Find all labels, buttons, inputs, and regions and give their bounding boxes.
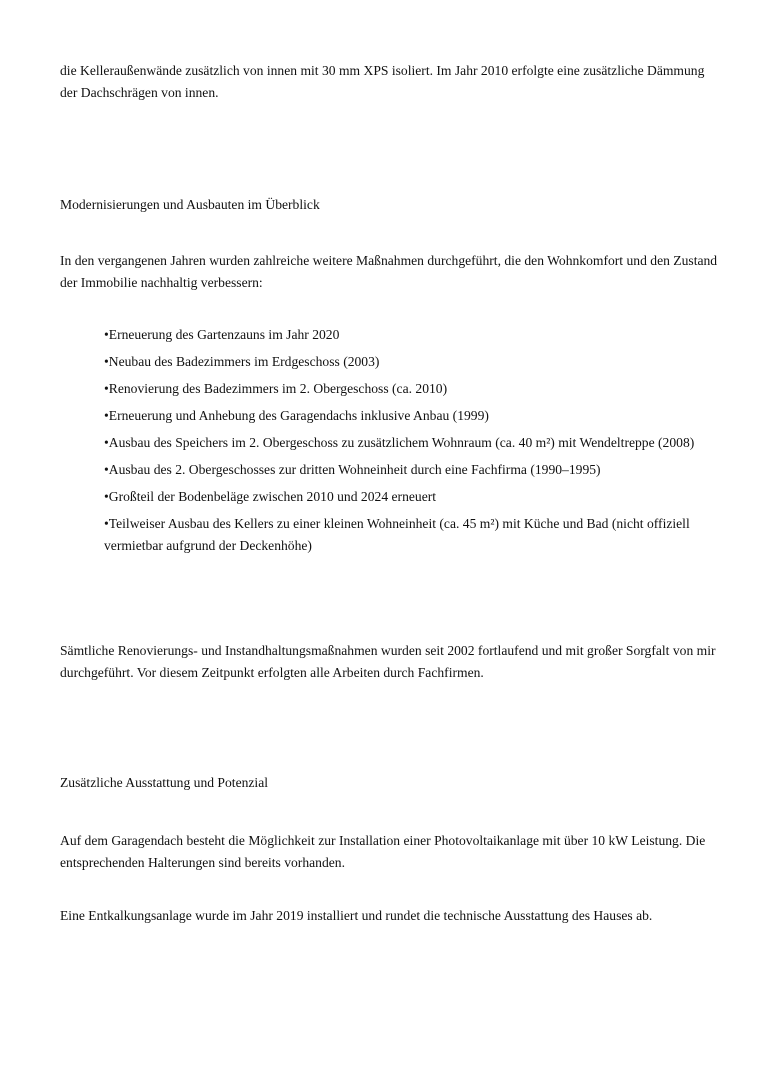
list-item: •Renovierung des Badezimmers im 2. Obergeschoss (ca. 2010) [104,381,448,396]
section1-closing-paragraph: Sämtliche Renovierungs- und Instandhaltungsmaßnahmen wurden seit 2002 fortlaufend und mit großer Sorgfalt von mir durchgeführt. Vor diesem Zeitpunkt erfolgten alle Arbeiten durch Fachfirmen. [60,643,716,680]
intro-paragraph: die Kelleraußenwände zusätzlich von innen mit 30 mm XPS isoliert. Im Jahr 2010 erfolgte eine zusätzliche Dämmung der Dachschrägen von innen. [60,63,705,100]
modernisation-list [104,324,704,556]
list-item: •Großteil der Bodenbeläge zwischen 2010 und 2024 erneuert [104,489,437,504]
section1-intro-paragraph: In den vergangenen Jahren wurden zahlreiche weitere Maßnahmen durchgeführt, die den Wohnkomfort und den Zustand der Immobilie nachhaltig verbessern: [60,253,718,290]
section-heading-modernisierungen: Modernisierungen und Ausbauten im Überblick [60,197,320,212]
entkalkung-paragraph: Eine Entkalkungsanlage wurde im Jahr 2019 installiert und rundet die technische Ausstattung des Hauses ab. [60,908,653,923]
list-item: •Teilweiser Ausbau des Kellers zu einer kleinen Wohneinheit (ca. 45 m²) mit Küche und Bad (nicht offiziell vermietbar aufgrund der Deckenhöhe) [104,516,690,553]
list-item: •Ausbau des 2. Obergeschosses zur dritten Wohneinheit durch eine Fachfirma (1990–1995) [104,462,601,477]
photovoltaik-paragraph: Auf dem Garagendach besteht die Möglichkeit zur Installation einer Photovoltaikanlage mit über 10 kW Leistung. Die entsprechenden Halterungen sind bereits vorhanden. [60,833,706,870]
list-item: •Neubau des Badezimmers im Erdgeschoss (2003) [104,354,380,369]
list-item: •Erneuerung und Anhebung des Garagendachs inklusive Anbau (1999) [104,408,489,423]
list-item: •Ausbau des Speichers im 2. Obergeschoss zu zusätzlichem Wohnraum (ca. 40 m²) mit Wendeltreppe (2008) [104,435,695,450]
list-item: •Erneuerung des Gartenzauns im Jahr 2020 [104,327,340,342]
section-heading-ausstattung: Zusätzliche Ausstattung und Potenzial [60,775,269,790]
